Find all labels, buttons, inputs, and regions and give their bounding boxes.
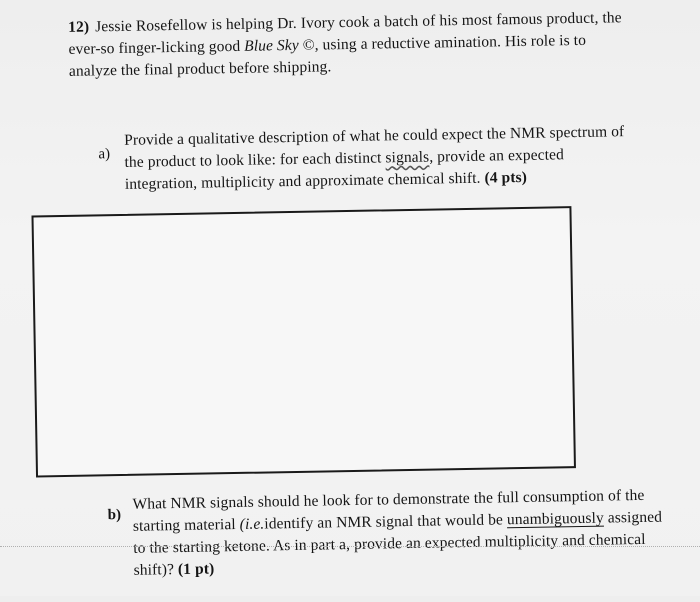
part-b-text-3: assigned to the starting ketone. As in part a, provide an expected multiplicity and chemical shift)?	[133, 508, 663, 579]
question-text-1: Jessie Rosefellow is helping Dr. Ivory cook a batch of his most famous product, the ever-so finger-licking good	[68, 9, 622, 58]
part-a-prompt	[124, 121, 635, 196]
page-divider	[0, 546, 700, 547]
part-b-points: (1 pt)	[177, 560, 215, 579]
question-12	[68, 7, 629, 83]
part-b-prompt	[132, 485, 663, 582]
part-a-text-1: Provide a qualitative description of what he could expect the NMR spectrum of the product to look like: for each distinct	[124, 123, 625, 171]
part-b-underlined-word: unambiguously	[506, 509, 604, 529]
question-text-2: ©, using a reductive amination. His role is to analyze the final product before shipping.	[68, 31, 587, 80]
part-a-text-2: , provide an expected integration, multiplicity and approximate chemical shift.	[124, 146, 565, 193]
part-a-answer-box[interactable]	[31, 206, 575, 477]
part-b-text-2: identify an NMR signal that would be	[264, 511, 508, 533]
question-number: 12)	[68, 18, 90, 36]
part-b-text-1: What NMR signals should he look for to demonstrate the full consumption of the starting material	[132, 486, 645, 535]
part-b-ie: (i.e.	[239, 515, 265, 533]
part-a-underlined-word: signals	[385, 148, 430, 167]
product-name: Blue Sky	[244, 36, 299, 55]
part-a-label: a)	[98, 146, 111, 163]
part-a-points: (4 pts)	[484, 168, 528, 187]
part-b-label: b)	[107, 507, 122, 524]
